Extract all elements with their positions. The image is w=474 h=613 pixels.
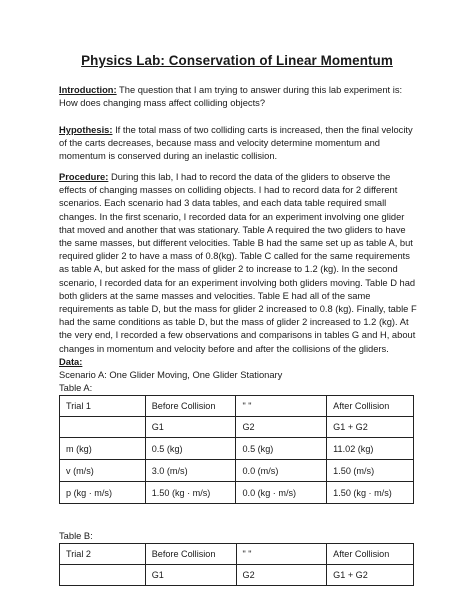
introduction-label: Introduction: <box>59 85 117 95</box>
hypothesis-label: Hypothesis: <box>59 125 113 135</box>
procedure-paragraph <box>59 171 419 356</box>
table-cell: After Collision <box>327 396 414 417</box>
table-cell: G2 <box>236 417 327 438</box>
table-row <box>60 417 414 438</box>
procedure-label: Procedure: <box>59 172 109 182</box>
table-cell: 3.0 (m/s) <box>145 460 236 482</box>
table-cell: After Collision <box>327 544 414 565</box>
table-cell: Trial 2 <box>60 544 146 565</box>
table-cell: " " <box>236 396 327 417</box>
table-cell: 0.0 (m/s) <box>236 460 327 482</box>
table-cell: 1.50 (kg · m/s) <box>327 482 414 504</box>
table-cell: G1 <box>145 417 236 438</box>
table-cell: 1.50 (kg · m/s) <box>145 482 236 504</box>
table-cell: G1 <box>145 565 236 586</box>
table-row <box>60 565 414 586</box>
table-row <box>60 396 414 417</box>
table-cell: " " <box>236 544 327 565</box>
introduction-paragraph <box>59 84 419 110</box>
table-cell: 11.02 (kg) <box>327 438 414 460</box>
table-b <box>59 543 414 586</box>
table-a <box>59 395 414 504</box>
table-cell: m (kg) <box>60 438 146 460</box>
procedure-text: During this lab, I had to record the data of the gliders to observe the effects of changing masses on colliding objects. I had to record data for 2 different scenarios. Each scenario had 3 data tables, and each data table required small changes. In the first scenario, I recorded data for an experiment involving one glider that moved and another that was stationary. Table A required the two gliders to have the same masses, but different velocities. Table B had the same set up as table A, but required glider 2 to have a mass of 0.8(kg). Table C called for the same requirements as table A, but asked for the mass of glider 2 to increase to 1.2 (kg). In the second scenario, I recorded data for an experiment involving both gliders moving. Table D had both gliders at the same masses and velocities. Table E had all of the same requirements as table D, but the mass for glider 2 increased to 0.8 (kg). Finally, table F had the same conditions as table D, but the mass of glider 2 increased to 1.2 (kg). At the very end, I recorded a few observations and comparisons in tables G and H, about changes in momentum and velocity before and after the collisions of the gliders. <box>59 172 417 354</box>
hypothesis-paragraph <box>59 124 419 164</box>
table-cell: 0.5 (kg) <box>236 438 327 460</box>
table-cell: Before Collision <box>145 396 236 417</box>
data-heading: Data: <box>59 357 83 367</box>
table-cell: 0.5 (kg) <box>145 438 236 460</box>
table-cell: Trial 1 <box>60 396 146 417</box>
table-cell <box>60 417 146 438</box>
table-cell: p (kg · m/s) <box>60 482 146 504</box>
introduction-text: The question that I am trying to answer during this lab experiment is: How does changing mass affect colliding objects? <box>59 85 403 109</box>
table-cell: 1.50 (m/s) <box>327 460 414 482</box>
hypothesis-text: If the total mass of two colliding carts is increased, then the final velocity of the carts decreases, because mass and velocity determine momentum and momentum is conserved during an inelastic collision. <box>59 125 413 162</box>
table-row <box>60 482 414 504</box>
table-cell: v (m/s) <box>60 460 146 482</box>
table-cell: 0.0 (kg · m/s) <box>236 482 327 504</box>
table-cell: G1 + G2 <box>327 417 414 438</box>
table-row <box>60 544 414 565</box>
table-cell <box>60 565 146 586</box>
table-cell: Before Collision <box>145 544 236 565</box>
table-row <box>60 438 414 460</box>
table-a-caption: Table A: <box>59 383 93 393</box>
page-title: Physics Lab: Conservation of Linear Momentum <box>81 53 393 68</box>
table-cell: G2 <box>236 565 327 586</box>
table-cell: G1 + G2 <box>327 565 414 586</box>
table-row <box>60 460 414 482</box>
scenario-a-title: Scenario A: One Glider Moving, One Glider Stationary <box>59 370 283 380</box>
table-b-caption: Table B: <box>59 531 93 541</box>
